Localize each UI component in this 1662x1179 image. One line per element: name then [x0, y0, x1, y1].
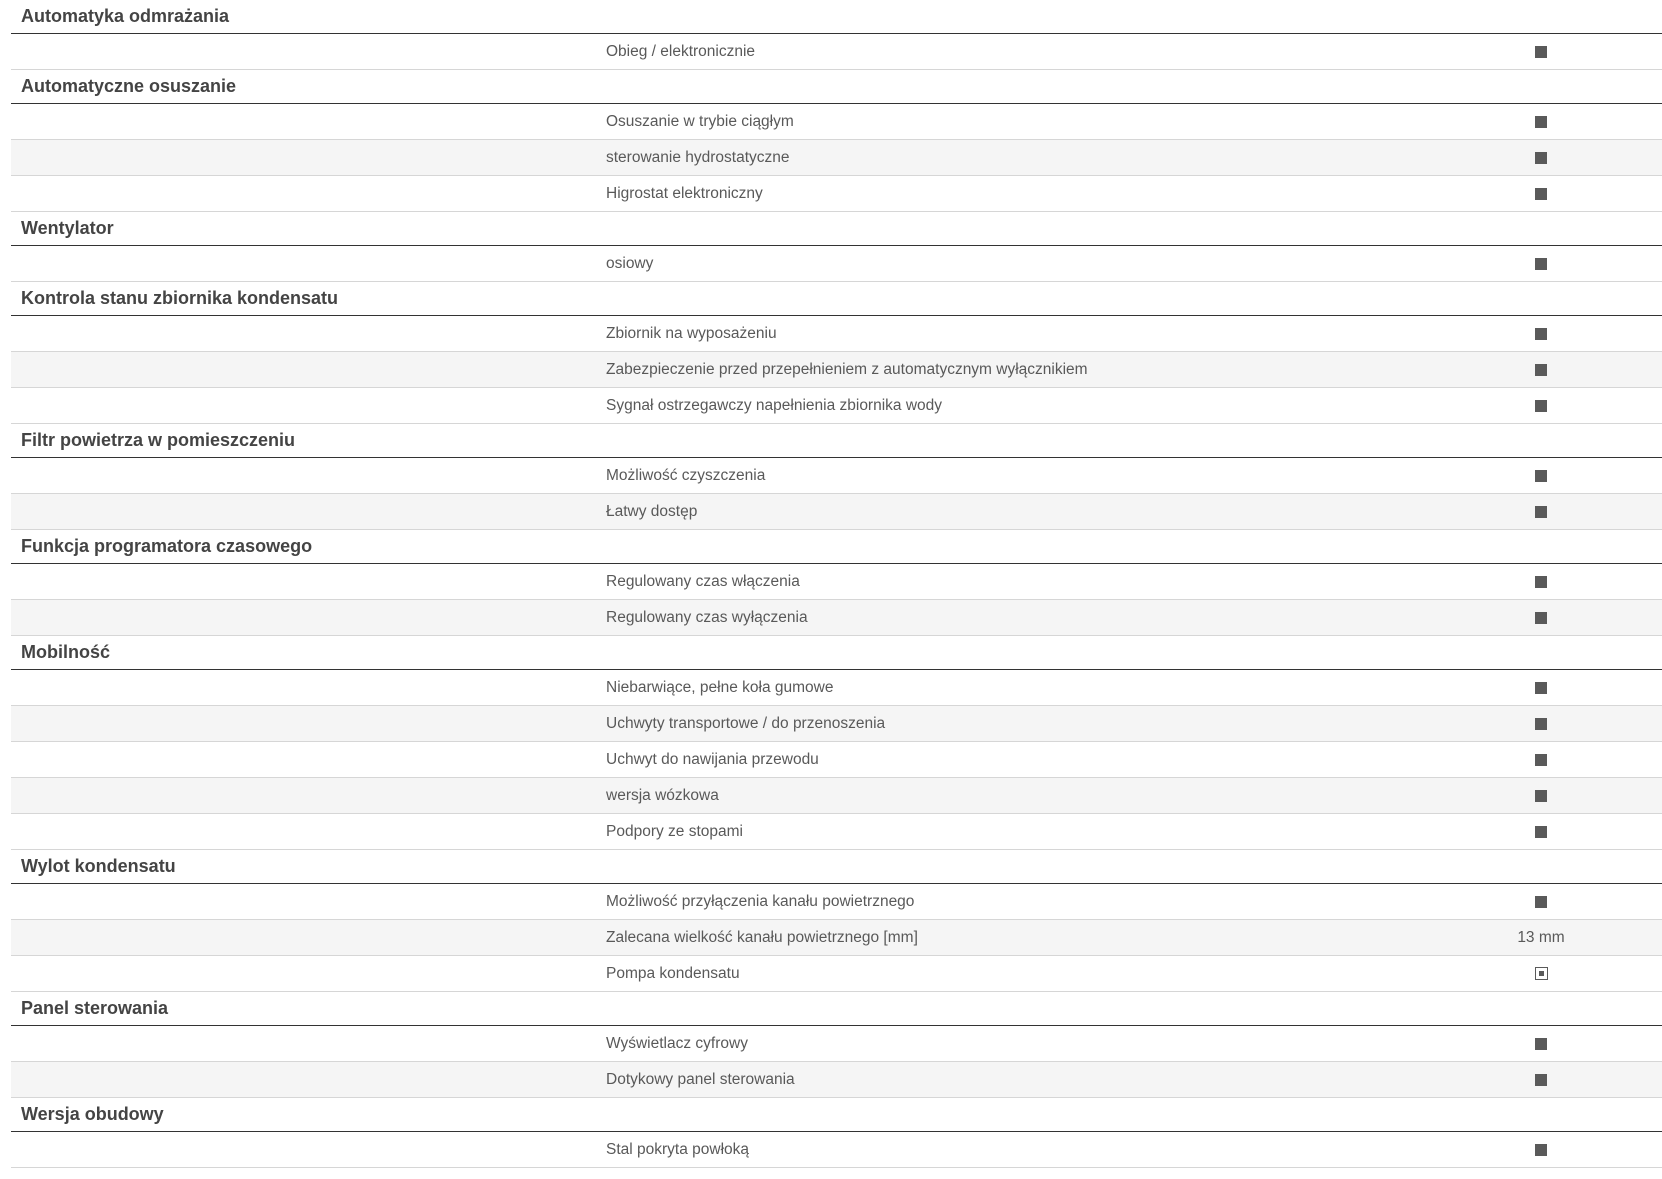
table-row	[11, 778, 1662, 814]
feature-label: Zbiornik na wyposażeniu	[606, 325, 777, 342]
feature-value	[1491, 956, 1591, 991]
table-row	[11, 706, 1662, 742]
feature-value	[1491, 1062, 1591, 1097]
section-title: Wersja obudowy	[11, 1098, 1662, 1132]
feature-value	[1491, 316, 1591, 351]
feature-section	[11, 70, 1662, 212]
table-row	[11, 920, 1662, 956]
table-row	[11, 352, 1662, 388]
table-row	[11, 494, 1662, 530]
table-row	[11, 564, 1662, 600]
table-row	[11, 670, 1662, 706]
feature-value	[1491, 814, 1591, 849]
feature-label: Regulowany czas wyłączenia	[606, 609, 808, 626]
filled-square-icon	[1535, 328, 1547, 340]
table-row	[11, 742, 1662, 778]
section-title: Automatyka odmrażania	[11, 0, 1662, 34]
feature-label: Zabezpieczenie przed przepełnieniem z automatycznym wyłącznikiem	[606, 361, 1088, 378]
feature-label: Regulowany czas włączenia	[606, 573, 800, 590]
feature-value	[1491, 494, 1591, 529]
feature-label: Możliwość czyszczenia	[606, 467, 766, 484]
filled-square-icon	[1535, 46, 1547, 58]
table-row	[11, 176, 1662, 212]
feature-label: Obieg / elektronicznie	[606, 43, 756, 60]
filled-square-icon	[1535, 896, 1547, 908]
feature-label: Uchwyty transportowe / do przenoszenia	[606, 715, 886, 732]
filled-square-icon	[1535, 682, 1547, 694]
table-row	[11, 1132, 1662, 1168]
feature-value	[1491, 1132, 1591, 1167]
table-row	[11, 246, 1662, 282]
feature-label: Higrostat elektroniczny	[606, 185, 763, 202]
filled-square-icon	[1535, 1038, 1547, 1050]
feature-value	[1491, 564, 1591, 599]
feature-value	[1491, 670, 1591, 705]
feature-section	[11, 424, 1662, 530]
feature-value	[1491, 34, 1591, 69]
feature-label: Sygnał ostrzegawczy napełnienia zbiornika wody	[606, 397, 943, 414]
feature-section	[11, 212, 1662, 282]
feature-section	[11, 1098, 1662, 1168]
feature-value	[1491, 706, 1591, 741]
section-title: Funkcja programatora czasowego	[11, 530, 1662, 564]
feature-label: Stal pokryta powłoką	[606, 1141, 750, 1158]
section-title: Automatyczne osuszanie	[11, 70, 1662, 104]
feature-label: sterowanie hydrostatyczne	[606, 149, 790, 166]
feature-label: Niebarwiące, pełne koła gumowe	[606, 679, 834, 696]
filled-square-icon	[1535, 754, 1547, 766]
feature-value	[1491, 352, 1591, 387]
feature-section	[11, 282, 1662, 424]
feature-section	[11, 530, 1662, 636]
feature-value-text: 13 mm	[1517, 928, 1565, 946]
feature-value	[1491, 884, 1591, 919]
filled-square-icon	[1535, 718, 1547, 730]
table-row	[11, 956, 1662, 992]
feature-label: Zalecana wielkość kanału powietrznego [mm]	[606, 929, 918, 946]
filled-square-icon	[1535, 1144, 1547, 1156]
feature-section	[11, 850, 1662, 992]
filled-square-icon	[1535, 826, 1547, 838]
filled-square-icon	[1535, 116, 1547, 128]
feature-label: wersja wózkowa	[606, 787, 719, 804]
feature-value	[1491, 458, 1591, 493]
feature-section	[11, 992, 1662, 1098]
filled-square-icon	[1535, 258, 1547, 270]
filled-square-icon	[1535, 400, 1547, 412]
feature-value	[1491, 176, 1591, 211]
feature-value	[1491, 388, 1591, 423]
table-row	[11, 1026, 1662, 1062]
feature-value	[1491, 920, 1591, 955]
section-title: Mobilność	[11, 636, 1662, 670]
filled-square-icon	[1535, 612, 1547, 624]
filled-square-icon	[1535, 576, 1547, 588]
filled-square-icon	[1535, 790, 1547, 802]
feature-value	[1491, 600, 1591, 635]
feature-table	[11, 0, 1662, 1168]
feature-value	[1491, 140, 1591, 175]
feature-section	[11, 636, 1662, 850]
filled-square-icon	[1535, 1074, 1547, 1086]
table-row	[11, 104, 1662, 140]
feature-label: Podpory ze stopami	[606, 823, 743, 840]
section-title: Filtr powietrza w pomieszczeniu	[11, 424, 1662, 458]
feature-value	[1491, 742, 1591, 777]
table-row	[11, 600, 1662, 636]
filled-square-icon	[1535, 152, 1547, 164]
table-row	[11, 1062, 1662, 1098]
table-row	[11, 388, 1662, 424]
optional-square-icon	[1535, 967, 1548, 980]
feature-label: Dotykowy panel sterowania	[606, 1071, 795, 1088]
feature-label: osiowy	[606, 255, 654, 272]
section-title: Panel sterowania	[11, 992, 1662, 1026]
table-row	[11, 34, 1662, 70]
filled-square-icon	[1535, 188, 1547, 200]
feature-value	[1491, 1026, 1591, 1061]
feature-value	[1491, 246, 1591, 281]
table-row	[11, 884, 1662, 920]
feature-label: Osuszanie w trybie ciągłym	[606, 113, 794, 130]
table-row	[11, 316, 1662, 352]
table-row	[11, 814, 1662, 850]
feature-label: Łatwy dostęp	[606, 503, 698, 520]
feature-value	[1491, 104, 1591, 139]
feature-label: Możliwość przyłączenia kanału powietrznego	[606, 893, 915, 910]
filled-square-icon	[1535, 364, 1547, 376]
filled-square-icon	[1535, 470, 1547, 482]
section-title: Wentylator	[11, 212, 1662, 246]
feature-label: Wyświetlacz cyfrowy	[606, 1035, 748, 1052]
filled-square-icon	[1535, 506, 1547, 518]
table-row	[11, 140, 1662, 176]
table-row	[11, 458, 1662, 494]
feature-section	[11, 0, 1662, 70]
feature-value	[1491, 778, 1591, 813]
section-title: Wylot kondensatu	[11, 850, 1662, 884]
feature-label: Uchwyt do nawijania przewodu	[606, 751, 819, 768]
feature-label: Pompa kondensatu	[606, 965, 740, 982]
section-title: Kontrola stanu zbiornika kondensatu	[11, 282, 1662, 316]
